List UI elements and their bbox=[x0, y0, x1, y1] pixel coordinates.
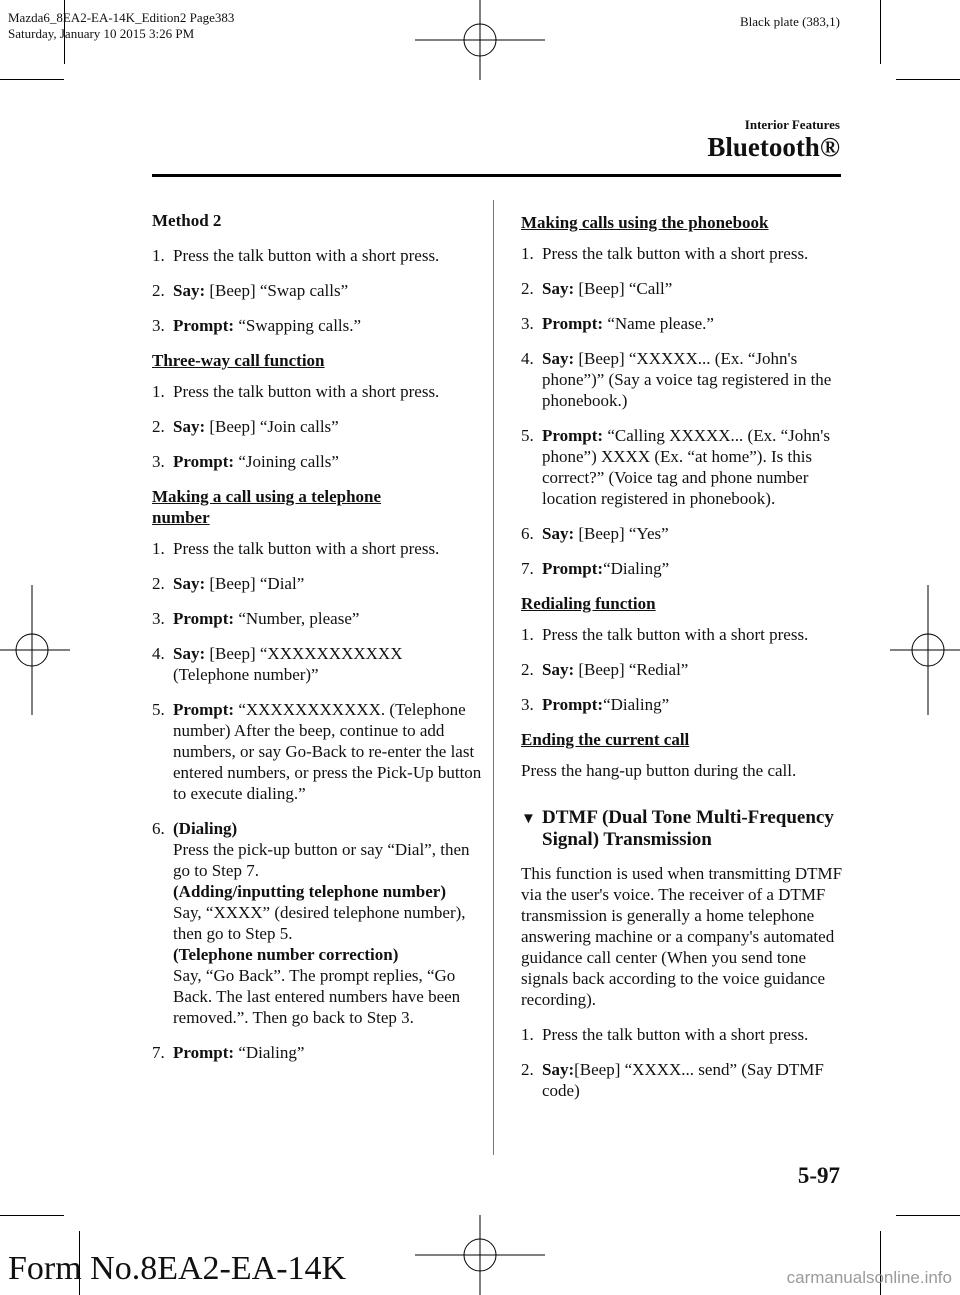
list-item bbox=[152, 416, 482, 437]
step-text: “XXXXXXXXXXX. (Telephone number) After the beep, continue to add numbers, or say Go-Back to re-enter the last entered numbers, or press the Pick-Up button to execute dialing.” bbox=[173, 700, 482, 803]
list-item bbox=[152, 818, 482, 1028]
step-label: (Adding/inputting telephone number) bbox=[173, 882, 446, 901]
watermark: carmanualsonline.info bbox=[786, 1268, 952, 1287]
step-label: Prompt: bbox=[173, 609, 235, 628]
step-text: [Beep] “XXXX... send” (Say DTMF code) bbox=[542, 1060, 824, 1100]
step-text: Press the talk button with a short press. bbox=[173, 539, 440, 558]
list-item bbox=[521, 694, 846, 715]
step-number: 2. bbox=[521, 279, 534, 298]
step-label: Say: bbox=[173, 574, 206, 593]
step-number: 5. bbox=[152, 700, 165, 719]
step-label: Prompt: bbox=[542, 314, 604, 333]
step-text: [Beep] “Join calls” bbox=[205, 417, 339, 436]
step-label: Say: bbox=[542, 279, 575, 298]
list-item bbox=[521, 659, 846, 680]
step-label: Say: bbox=[542, 660, 575, 679]
step-text: [Beep] “Yes” bbox=[574, 524, 669, 543]
subheading-phonebook: Making calls using the phonebook bbox=[521, 213, 769, 232]
step-number: 6. bbox=[521, 524, 534, 543]
step-label: (Dialing) bbox=[173, 819, 238, 838]
step-number: 4. bbox=[152, 644, 165, 663]
list-item bbox=[521, 313, 846, 334]
step-text: [Beep] “Swap calls” bbox=[205, 281, 349, 300]
step-text: Press the pick-up button or say “Dial”, then go to Step 7. bbox=[173, 840, 470, 880]
step-text: “Joining calls” bbox=[234, 452, 339, 471]
step-text: Say, “Go Back”. The prompt replies, “Go Back. The last entered numbers have been removed.”. Then go back to Step 3. bbox=[173, 966, 461, 1027]
subheading-line: Making a call using a telephone bbox=[152, 487, 382, 506]
step-label: Prompt: bbox=[542, 559, 604, 578]
subheading-three-way: Three-way call function bbox=[152, 351, 325, 370]
step-number: 2. bbox=[152, 417, 165, 436]
page-title: Bluetooth® bbox=[707, 132, 840, 162]
list-item bbox=[152, 381, 482, 402]
step-number: 4. bbox=[521, 349, 534, 368]
step-text: “Dialing” bbox=[234, 1043, 305, 1062]
step-number: 1. bbox=[521, 244, 534, 263]
step-number: 3. bbox=[521, 314, 534, 333]
print-info-file: Mazda6_8EA2-EA-14K_Edition2 Page383 bbox=[8, 10, 235, 25]
step-label: Say: bbox=[173, 281, 206, 300]
step-number: 1. bbox=[152, 382, 165, 401]
section-category: Interior Features bbox=[744, 117, 840, 132]
page-number: 5-97 bbox=[797, 1163, 840, 1188]
list-item bbox=[521, 523, 846, 544]
paragraph: This function is used when transmitting DTMF via the user's voice. The receiver of a DTMF transmission is generally a home telephone answering machine or a company's automated guidance call center (When you send tone signals back according to the voice guidance recording). bbox=[521, 864, 843, 1009]
list-item bbox=[152, 643, 482, 685]
list-item bbox=[152, 1042, 482, 1063]
step-number: 2. bbox=[152, 281, 165, 300]
step-text: “Dialing” bbox=[603, 695, 670, 714]
step-number: 2. bbox=[152, 574, 165, 593]
step-number: 3. bbox=[152, 316, 165, 335]
list-item bbox=[521, 243, 846, 264]
step-number: 5. bbox=[521, 426, 534, 445]
section-heading-dtmf bbox=[521, 807, 846, 851]
list-item bbox=[521, 624, 846, 645]
list-item bbox=[152, 699, 482, 804]
list-item bbox=[152, 315, 482, 336]
step-text: Press the talk button with a short press. bbox=[542, 625, 809, 644]
step-number: 7. bbox=[521, 559, 534, 578]
list-item bbox=[521, 348, 846, 411]
list-item bbox=[152, 280, 482, 301]
step-number: 1. bbox=[521, 1025, 534, 1044]
list-item bbox=[521, 278, 846, 299]
step-text: Press the talk button with a short press. bbox=[542, 244, 809, 263]
list-item bbox=[152, 538, 482, 559]
crop-mark bbox=[0, 79, 64, 80]
header-rule bbox=[152, 174, 841, 177]
step-text: “Number, please” bbox=[234, 609, 360, 628]
step-text: “Calling XXXXX... (Ex. “John's phone”) XXXX (Ex. “at home”). Is this correct?” (Voice tag and phone number location registered in phonebook). bbox=[542, 426, 830, 508]
step-label: Say: bbox=[542, 349, 575, 368]
step-number: 3. bbox=[521, 695, 534, 714]
step-number: 3. bbox=[152, 452, 165, 471]
step-number: 2. bbox=[521, 660, 534, 679]
paragraph: Press the hang-up button during the call. bbox=[521, 761, 797, 780]
plate-label: Black plate (383,1) bbox=[740, 14, 840, 29]
step-number: 3. bbox=[152, 609, 165, 628]
step-text: Press the talk button with a short press. bbox=[542, 1025, 809, 1044]
step-label: Say: bbox=[542, 524, 575, 543]
list-item bbox=[152, 573, 482, 594]
subheading-ending-call: Ending the current call bbox=[521, 730, 690, 749]
list-item bbox=[521, 1024, 846, 1045]
step-text: [Beep] “XXXXXXXXXXX (Telephone number)” bbox=[173, 644, 403, 684]
crop-mark bbox=[896, 1215, 960, 1216]
list-item bbox=[152, 608, 482, 629]
step-text: “Swapping calls.” bbox=[234, 316, 362, 335]
step-text: [Beep] “XXXXX... (Ex. “John's phone”)” (Say a voice tag registered in the phonebook.) bbox=[542, 349, 832, 410]
print-info-date: Saturday, January 10 2015 3:26 PM bbox=[8, 26, 195, 41]
step-number: 1. bbox=[152, 539, 165, 558]
method-heading: Method 2 bbox=[152, 211, 222, 230]
step-label: Prompt: bbox=[173, 700, 235, 719]
step-text: Say, “XXXX” (desired telephone number), then go to Step 5. bbox=[173, 903, 466, 943]
registration-mark-icon bbox=[0, 585, 70, 715]
step-text: Press the talk button with a short press. bbox=[173, 246, 440, 265]
list-item bbox=[521, 1059, 846, 1101]
step-number: 1. bbox=[152, 246, 165, 265]
subheading-telephone-number bbox=[152, 486, 482, 528]
registration-mark-icon bbox=[890, 585, 960, 715]
list-item bbox=[152, 245, 482, 266]
step-label: Say: bbox=[173, 417, 206, 436]
crop-mark bbox=[880, 0, 881, 64]
step-text: “Name please.” bbox=[603, 314, 714, 333]
step-text: Press the talk button with a short press. bbox=[173, 382, 440, 401]
column-divider bbox=[493, 200, 494, 1155]
crop-mark bbox=[0, 1215, 64, 1216]
step-text: “Dialing” bbox=[603, 559, 670, 578]
step-label: Say: bbox=[542, 1060, 575, 1079]
registration-mark-icon bbox=[415, 0, 545, 80]
subheading-redial: Redialing function bbox=[521, 594, 656, 613]
form-number: Form No.8EA2-EA-14K bbox=[8, 1250, 347, 1287]
list-item bbox=[152, 451, 482, 472]
step-number: 1. bbox=[521, 625, 534, 644]
step-text: [Beep] “Redial” bbox=[574, 660, 689, 679]
list-item bbox=[521, 425, 846, 509]
step-label: Say: bbox=[173, 644, 206, 663]
step-number: 2. bbox=[521, 1060, 534, 1079]
step-text: [Beep] “Call” bbox=[574, 279, 673, 298]
step-text: [Beep] “Dial” bbox=[205, 574, 305, 593]
list-item bbox=[521, 558, 846, 579]
triangle-down-icon: ▼ bbox=[521, 811, 536, 827]
step-label: Prompt: bbox=[173, 316, 235, 335]
print-info bbox=[8, 10, 234, 42]
registration-mark-icon bbox=[415, 1215, 545, 1295]
crop-mark bbox=[896, 79, 960, 80]
section-heading-text: DTMF (Dual Tone Multi-Frequency Signal) Transmission bbox=[542, 807, 834, 850]
step-number: 7. bbox=[152, 1043, 165, 1062]
step-label: Prompt: bbox=[542, 695, 604, 714]
right-column bbox=[521, 212, 846, 1115]
step-label: Prompt: bbox=[542, 426, 604, 445]
step-label: Prompt: bbox=[173, 452, 235, 471]
left-column bbox=[152, 210, 482, 1077]
step-number: 6. bbox=[152, 819, 165, 838]
step-label: Prompt: bbox=[173, 1043, 235, 1062]
step-label: (Telephone number correction) bbox=[173, 945, 399, 964]
subheading-line: number bbox=[152, 508, 210, 527]
